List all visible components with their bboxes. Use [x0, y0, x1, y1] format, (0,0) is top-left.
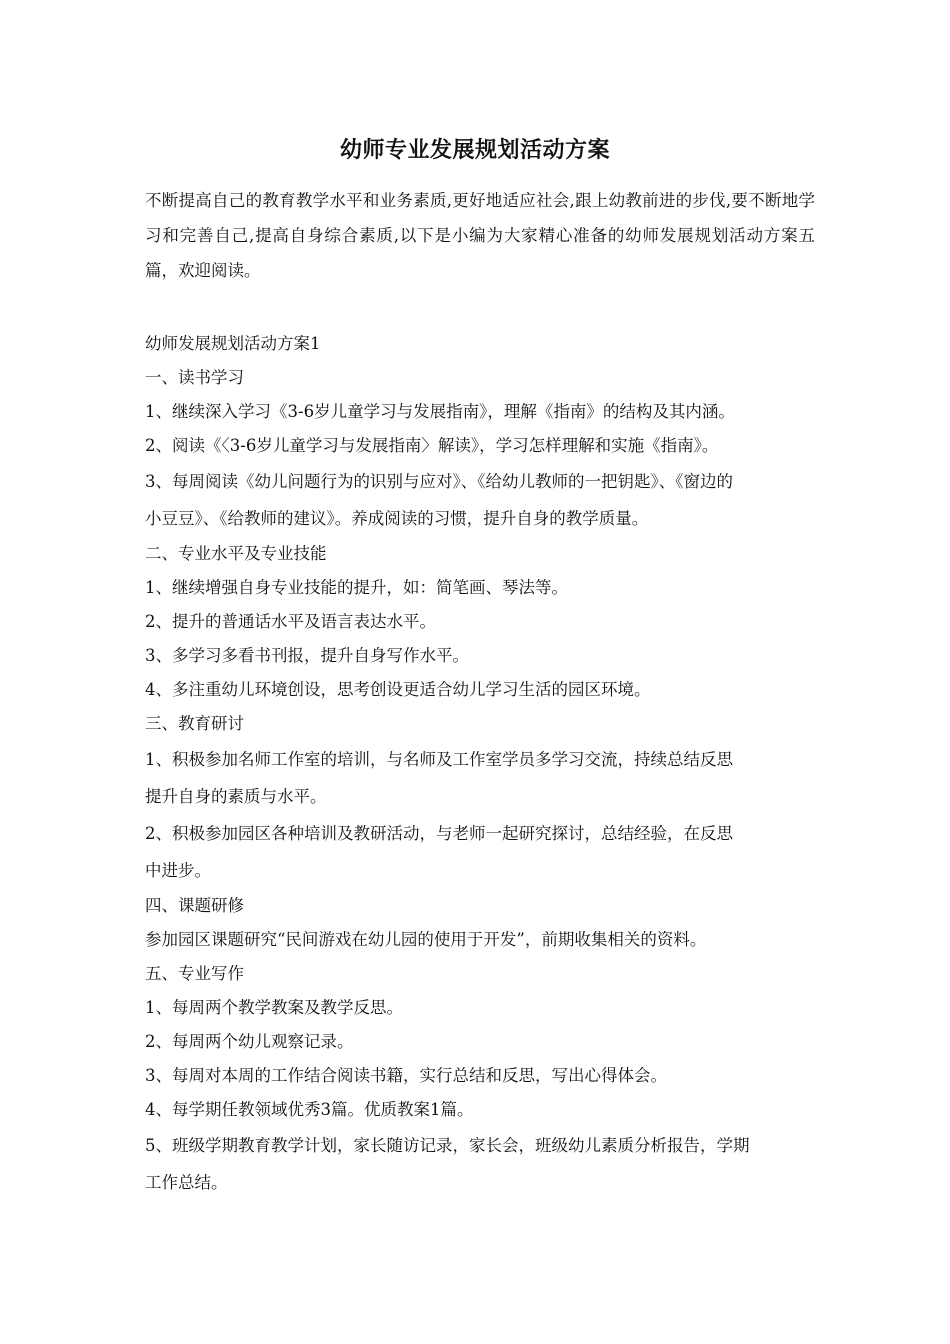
section-heading-reading: 一、读书学习 — [145, 368, 244, 387]
text-line: 参加园区课题研究“民间游戏在幼儿园的使用于开发”，前期收集相关的资料。 — [145, 930, 707, 949]
text-line: 2、提升的普通话水平及语言表达水平。 — [145, 612, 436, 631]
text-line: 1、积极参加名师工作室的培训，与名师及工作室学员多学习交流，持续总结反思 — [145, 750, 733, 769]
text-line: 1、继续增强自身专业技能的提升，如：简笔画、琴法等。 — [145, 578, 568, 597]
text-line: 3、每周对本周的工作结合阅读书籍，实行总结和反思，写出心得体会。 — [145, 1066, 667, 1085]
text-line: 提升自身的素质与水平。 — [145, 787, 327, 806]
text-line: 3、每周阅读《幼儿问题行为的识别与应对》、《给幼儿教师的一把钥匙》、《窗边的 — [145, 472, 733, 491]
text-line: 4、多注重幼儿环境创设，思考创设更适合幼儿学习生活的园区环境。 — [145, 680, 651, 699]
section-heading-skills: 二、专业水平及专业技能 — [145, 544, 327, 563]
text-line: 2、阅读《〈3-6岁儿童学习与发展指南〉解读》，学习怎样理解和实施《指南》。 — [145, 436, 719, 455]
text-line: 1、继续深入学习《3-6岁儿童学习与发展指南》，理解《指南》的结构及其内涵。 — [145, 402, 735, 421]
text-line: 5、班级学期教育教学计划，家长随访记录，家长会，班级幼儿素质分析报告，学期 — [145, 1136, 750, 1155]
section-heading-research: 三、教育研讨 — [145, 714, 244, 733]
intro-paragraph: 不断提高自己的教育教学水平和业务素质,更好地适应社会,跟上幼教前进的步伐,要不断地学习和完善自己,提高自身综合素质,以下是小编为大家精心准备的幼师发展规划活动方案五篇，欢迎阅读。 — [145, 191, 815, 280]
document-body — [145, 327, 815, 1201]
document-title: 幼师专业发展规划活动方案 — [339, 137, 610, 163]
text-line: 工作总结。 — [145, 1173, 228, 1192]
text-line: 4、每学期任教领域优秀3篇。优质教案1篇。 — [145, 1100, 474, 1119]
text-line: 2、每周两个幼儿观察记录。 — [145, 1032, 354, 1051]
section-heading-writing: 五、专业写作 — [145, 964, 244, 983]
section-heading-topic: 四、课题研修 — [145, 896, 244, 915]
section-heading-plan-1: 幼师发展规划活动方案1 — [145, 334, 321, 353]
text-line: 1、每周两个教学教案及教学反思。 — [145, 998, 403, 1017]
text-line: 中进步。 — [145, 861, 211, 880]
text-line: 3、多学习多看书刊报，提升自身写作水平。 — [145, 646, 469, 665]
text-line: 小豆豆》、《给教师的建议》。养成阅读的习惯，提升自身的教学质量。 — [145, 509, 649, 528]
text-line: 2、积极参加园区各种培训及教研活动，与老师一起研究探讨，总结经验，在反思 — [145, 824, 733, 843]
